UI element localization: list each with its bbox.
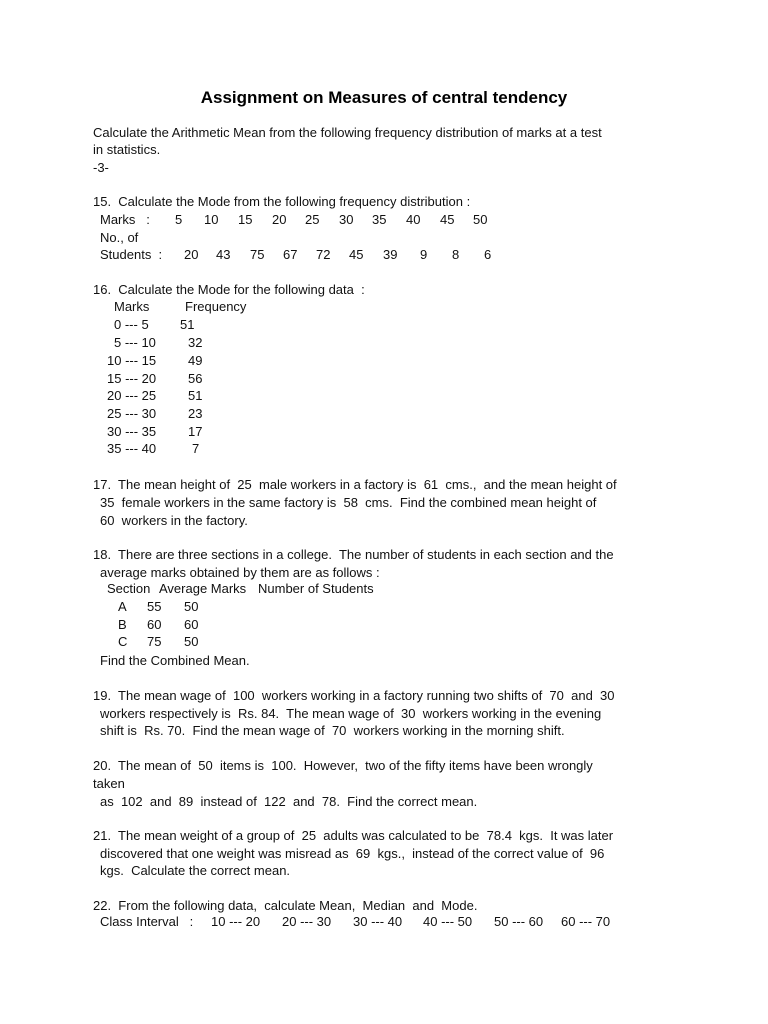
q16-interval: 0 --- 5 <box>114 317 149 332</box>
q16-row <box>0 353 768 371</box>
q18-section: A <box>118 599 127 614</box>
q16-row <box>0 441 768 459</box>
q16-row <box>0 388 768 406</box>
q18-number-of-students: 50 <box>184 599 199 614</box>
q22-class-interval: 50 --- 60 <box>494 914 544 929</box>
intro-line-2: in statistics. <box>93 142 161 157</box>
q15-students-label-2: Students : <box>100 247 163 262</box>
q15-students-label-1: No., of <box>100 230 139 245</box>
q15-student-count: 45 <box>349 247 364 262</box>
q18-number-of-students: 60 <box>184 617 199 632</box>
q15-student-count: 43 <box>216 247 231 262</box>
q16-interval: 25 --- 30 <box>107 406 157 421</box>
q18-number-of-students: 50 <box>184 634 199 649</box>
q16-row <box>0 335 768 353</box>
q16-frequency: 49 <box>188 353 203 368</box>
q16-frequency: 51 <box>188 388 203 403</box>
q15-student-count: 8 <box>452 247 460 262</box>
q16-row <box>0 317 768 335</box>
q15-heading: 15. Calculate the Mode from the following frequency distribution : <box>93 194 471 209</box>
q22-class-interval: 40 --- 50 <box>423 914 473 929</box>
q15-marks-row <box>0 212 768 230</box>
q22-heading: 22. From the following data, calculate Mean, Median and Mode. <box>93 898 478 913</box>
q15-student-count: 20 <box>184 247 199 262</box>
q16-interval: 35 --- 40 <box>107 441 157 456</box>
q16-header-row <box>0 299 768 317</box>
q16-interval: 15 --- 20 <box>107 371 157 386</box>
q16-col-frequency: Frequency <box>185 299 247 314</box>
q15-student-count: 39 <box>383 247 398 262</box>
page-title: Assignment on Measures of central tendency <box>200 88 568 107</box>
q22-class-interval: 20 --- 30 <box>282 914 332 929</box>
q18-section: C <box>118 634 128 649</box>
q19-line-3: shift is Rs. 70. Find the mean wage of 70 workers working in the morning shift. <box>100 723 565 738</box>
q19-line-1: 19. The mean wage of 100 workers working in a factory running two shifts of 70 and 30 <box>93 688 615 703</box>
q16-frequency: 51 <box>180 317 195 332</box>
page-number-mark: -3- <box>93 160 109 175</box>
q18-col-average-marks: Average Marks <box>159 581 247 596</box>
q16-frequency: 17 <box>188 424 203 439</box>
q20-line-1: 20. The mean of 50 items is 100. However, two of the fifty items have been wrongly <box>93 758 593 773</box>
q18-col-section: Section <box>107 581 151 596</box>
q18-row <box>0 617 768 635</box>
q15-student-count: 9 <box>420 247 428 262</box>
q15-student-count: 72 <box>316 247 331 262</box>
q15-marks-label: Marks : <box>100 212 150 227</box>
q16-frequency: 23 <box>188 406 203 421</box>
q16-interval: 5 --- 10 <box>114 335 156 350</box>
q22-class-interval: 60 --- 70 <box>561 914 611 929</box>
q18-row <box>0 599 768 617</box>
q15-mark-value: 15 <box>238 212 253 227</box>
q18-section: B <box>118 617 127 632</box>
q19-line-2: workers respectively is Rs. 84. The mean wage of 30 workers working in the evening <box>100 706 602 721</box>
q15-mark-value: 40 <box>406 212 421 227</box>
q15-students-row <box>0 247 768 265</box>
q21-line-2: discovered that one weight was misread as 69 kgs., instead of the correct value of 96 <box>100 846 605 861</box>
q15-mark-value: 10 <box>204 212 219 227</box>
q22-class-interval: 10 --- 20 <box>211 914 261 929</box>
q17-line-1: 17. The mean height of 25 male workers in a factory is 61 cms., and the mean height of <box>93 477 617 492</box>
q15-mark-value: 25 <box>305 212 320 227</box>
q18-line-2: average marks obtained by them are as follows : <box>100 565 380 580</box>
q20-line-3: as 102 and 89 instead of 122 and 78. Find the correct mean. <box>100 794 478 809</box>
q17-line-2: 35 female workers in the same factory is 58 cms. Find the combined mean height of <box>100 495 597 510</box>
q16-row <box>0 371 768 389</box>
q17-line-3: 60 workers in the factory. <box>100 513 248 528</box>
q16-interval: 20 --- 25 <box>107 388 157 403</box>
q22-class-interval: 30 --- 40 <box>353 914 403 929</box>
q16-row <box>0 406 768 424</box>
q21-line-3: kgs. Calculate the correct mean. <box>100 863 291 878</box>
q15-mark-value: 5 <box>175 212 183 227</box>
q16-col-marks: Marks <box>114 299 150 314</box>
q18-average-marks: 60 <box>147 617 162 632</box>
q18-line-1: 18. There are three sections in a college. The number of students in each section and the <box>93 547 614 562</box>
q18-row <box>0 634 768 652</box>
q16-interval: 10 --- 15 <box>107 353 157 368</box>
q18-average-marks: 75 <box>147 634 162 649</box>
q16-interval: 30 --- 35 <box>107 424 157 439</box>
q16-frequency: 32 <box>188 335 203 350</box>
q18-header-row <box>0 581 768 599</box>
q20-line-2: taken <box>93 776 125 791</box>
q15-student-count: 75 <box>250 247 265 262</box>
q16-row <box>0 424 768 442</box>
q18-col-number-of-students: Number of Students <box>258 581 374 596</box>
q22-class-interval-label: Class Interval : <box>100 914 194 929</box>
q15-student-count: 6 <box>484 247 492 262</box>
q16-heading: 16. Calculate the Mode for the following data : <box>93 282 365 297</box>
q15-student-count: 67 <box>283 247 298 262</box>
q15-mark-value: 50 <box>473 212 488 227</box>
q18-average-marks: 55 <box>147 599 162 614</box>
q16-frequency: 7 <box>192 441 200 456</box>
q15-mark-value: 35 <box>372 212 387 227</box>
q15-mark-value: 45 <box>440 212 455 227</box>
q22-class-interval-row <box>0 914 768 932</box>
q15-mark-value: 30 <box>339 212 354 227</box>
q21-line-1: 21. The mean weight of a group of 25 adults was calculated to be 78.4 kgs. It was later <box>93 828 614 843</box>
q18-footer: Find the Combined Mean. <box>100 653 250 668</box>
intro-line-1: Calculate the Arithmetic Mean from the following frequency distribution of marks at a test <box>93 125 602 140</box>
q16-frequency: 56 <box>188 371 203 386</box>
q15-mark-value: 20 <box>272 212 287 227</box>
